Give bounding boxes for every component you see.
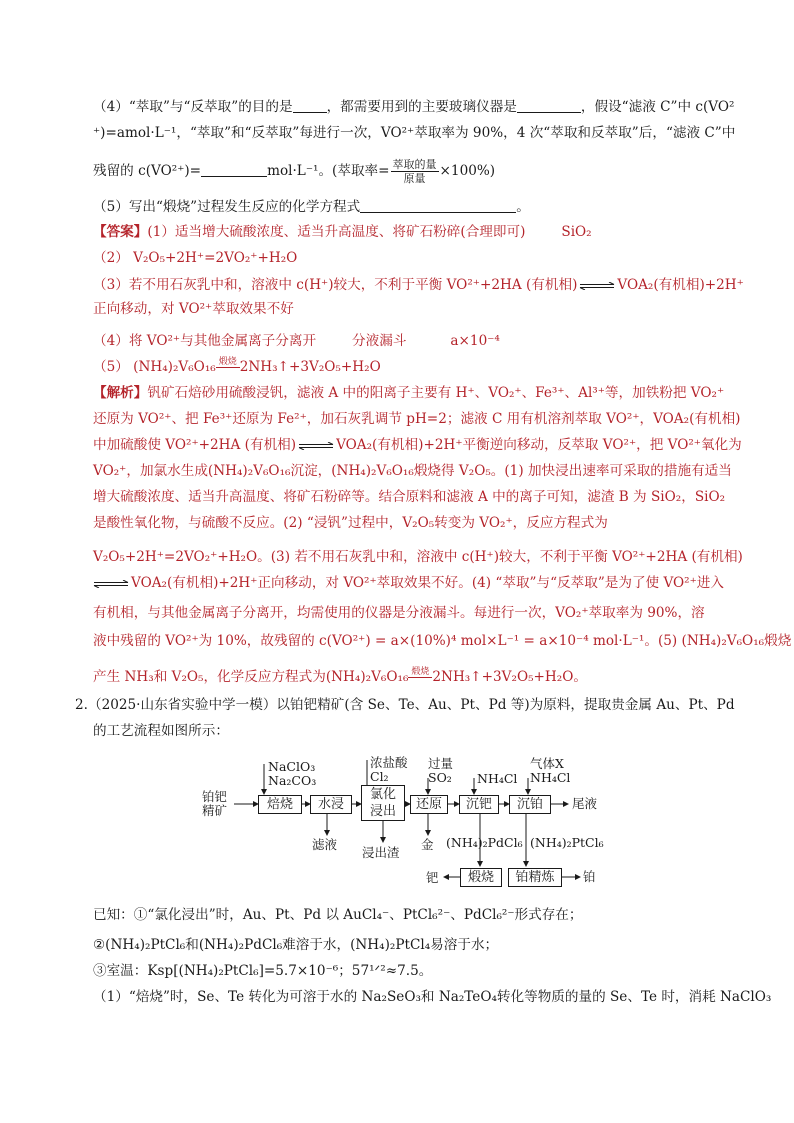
analysis-text: 中加硫酸使 VO²⁺+2HA (有机相)	[93, 437, 297, 453]
reduction-box: 还原	[410, 795, 448, 814]
analysis-line6: 是酸性氧化物，与硫酸不反应。(2) “浸钒”过程中，V₂O₅转变为 VO₂⁺，反应方程式为	[93, 515, 608, 531]
known-line3: ③室温：Ksp[(NH₄)₂PtCl₆]=5.7×10⁻⁶；57¹ᐟ²≈7.5。	[93, 963, 433, 979]
calcination-box: 煅烧	[460, 868, 502, 887]
q4-text: 残留的 c(VO²⁺)=	[93, 163, 202, 179]
answer-blank	[517, 98, 581, 113]
answer-text: (1）适当增大硫酸浓度、适当升高温度、将矿石粉碎(合理即可)	[147, 224, 526, 240]
answer-line3b: 正向移动，对 VO²⁺萃取效果不好	[93, 301, 294, 317]
answer-line2: （2） V₂O₅+2H⁺=2VO₂⁺+H₂O	[93, 250, 298, 266]
pt-product-label: 铂	[583, 869, 596, 884]
analysis-text: VOA₂(有机相)+2H⁺平衡逆向移动，反萃取 VO²⁺，把 VO²⁺氧化为	[336, 437, 742, 453]
pd-product-label: 钯	[426, 870, 439, 885]
q4-line1	[93, 98, 733, 116]
analysis-line9: 有机相，与其他金属离子分离开，均需使用的仪器是分液漏斗。每进行一次，VO₂⁺萃取率为 90%，溶	[93, 605, 705, 621]
equilibrium-arrow-icon	[93, 580, 129, 588]
chlorination-leach-box: 氯化 浸出	[361, 785, 405, 821]
q4-text: （4）“萃取”与“反萃取”的目的是	[93, 99, 293, 115]
answer-blank	[293, 98, 327, 113]
answer-tag: 【答案】	[93, 224, 148, 240]
flow-arrows	[200, 755, 640, 888]
water-leach-box: 水浸	[310, 795, 352, 814]
condition-label: 煅烧	[216, 358, 240, 368]
q2-part1-line: （1）“焙烧”时，Se、Te 转化为可溶于水的 Na₂SeO₃和 Na₂TeO₄转化等物质的量的 Se、Te 时，消耗 NaClO₃	[93, 989, 772, 1005]
q4-text: ，假设“滤液 C”中 c(VO²	[580, 99, 735, 115]
answer-line3	[93, 276, 744, 294]
residue-label: 浸出渣	[362, 845, 400, 860]
condition-label: 煅烧	[408, 668, 432, 678]
answer-text: （5） (NH₄)₂V₆O₁₆	[93, 359, 216, 375]
pd-salt-label: (NH₄)₂PdCl₆	[446, 835, 523, 850]
answer-text: a×10⁻⁴	[450, 333, 500, 349]
q2-line1	[75, 696, 735, 714]
q2-line2: 的工艺流程如图所示：	[93, 723, 229, 739]
analysis-line4: VO₂⁺，加氯水生成(NH₄)₂V₆O₁₆沉淀，(NH₄)₂V₆O₁₆煅烧得 V₂O₅。(1) 加快浸出速率可采取的措施有适当	[93, 463, 732, 479]
q4-line2: ⁺)=amol·L⁻¹，“萃取”和“反萃取”每进行一次，VO²⁺萃取率为 90%，4 次“萃取和反萃取”后，“滤液 C”中	[93, 125, 736, 141]
analysis-tag: 【解析】	[93, 385, 148, 401]
q4-text: ×100%)	[439, 163, 496, 179]
answer-text: 分液漏斗	[352, 333, 407, 349]
q5-text: 。	[516, 199, 530, 215]
answer-text: SiO₂	[561, 224, 592, 240]
answer-text: VOA₂(有机相)+2H⁺	[617, 277, 744, 293]
question-number: 2.	[75, 697, 88, 713]
answer-blank	[201, 162, 267, 177]
analysis-line8	[93, 574, 733, 592]
reagent-label: NH₄Cl	[477, 771, 518, 786]
fraction	[391, 158, 439, 185]
pd-precipitation-box: 沉钯	[459, 795, 499, 814]
analysis-text: 2NH₃↑+3V₂O₅+H₂O。	[432, 669, 587, 685]
analysis-line11	[93, 668, 733, 687]
analysis-line2: 还原为 VO²⁺、把 Fe³⁺还原为 Fe²⁺，加石灰乳调节 pH=2；滤液 C 用有机溶剂萃取 VO²⁺，VOA₂(有机相)	[93, 411, 741, 427]
equilibrium-arrow-icon	[298, 442, 334, 450]
tail-liquid-label: 尾液	[572, 796, 598, 811]
analysis-line5: 增大硫酸浓度、适当升高温度、将矿石粉碎等。结合原料和滤液 A 中的离子可知，滤渣 B 为 SiO₂，SiO₂	[93, 489, 726, 505]
fraction-denominator: 原量	[403, 172, 426, 185]
answer-text: （4）将 VO²⁺与其他金属离子分离开	[93, 333, 317, 349]
pt-salt-label: (NH₄)₂PtCl₆	[530, 835, 604, 850]
reagent-label: 气体X NH₄Cl	[530, 756, 571, 785]
analysis-text: VOA₂(有机相)+2H⁺正向移动，对 VO²⁺萃取效果不好。(4) “萃取”与“反萃取”是为了使 VO²⁺进入	[131, 575, 724, 591]
process-flow-diagram	[200, 755, 640, 888]
gold-label: 金	[421, 837, 434, 852]
reagent-label: 浓盐酸 Cl₂	[370, 755, 408, 784]
q5-text: （5）写出“煅烧”过程发生反应的化学方程式	[93, 199, 361, 215]
q5-line	[93, 198, 733, 216]
reaction-condition	[408, 668, 432, 687]
pt-refining-box: 铂精炼	[508, 868, 562, 887]
analysis-line10: 液中残留的 VO²⁺为 10%，故残留的 c(VO²⁺) = a×(10%)⁴ mol×L⁻¹ = a×10⁻⁴ mol·L⁻¹。(5) (NH₄)₂V₆O₁₆煅烧	[93, 633, 792, 649]
analysis-line3	[93, 436, 742, 454]
raw-material-text: 铂钯 精矿	[202, 789, 228, 818]
reagent-label: NaClO₃ Na₂CO₃	[268, 759, 317, 788]
answer-line5	[93, 358, 733, 377]
q2-text: （2025·山东省实验中学一模）以铂钯精矿(含 Se、Te、Au、Pt、Pd 等)为原料，提取贵金属 Au、Pt、Pd	[87, 697, 735, 713]
analysis-line7: V₂O₅+2H⁺=2VO₂⁺+H₂O。(3) 若不用石灰乳中和，溶液中 c(H⁺)较大，不利于平衡 VO²⁺+2HA (有机相)	[93, 549, 743, 565]
reagent-label: 过量 SO₂	[428, 756, 454, 785]
answer-text: 2NH₃↑+3V₂O₅+H₂O	[239, 359, 381, 375]
roasting-box: 焙烧	[258, 795, 302, 814]
filtrate-label: 滤液	[312, 837, 338, 852]
known-line1: 已知：①“氯化浸出”时，Au、Pt、Pd 以 AuCl₄⁻、PtCl₆²⁻、PdCl₆²⁻形式存在；	[93, 907, 583, 923]
equilibrium-arrow-icon	[579, 282, 615, 290]
pt-precipitation-box: 沉铂	[509, 795, 551, 814]
answer-text: （3）若不用石灰乳中和，溶液中 c(H⁺)较大，不利于平衡 VO²⁺+2HA (有机相)	[93, 277, 578, 293]
answer-line4	[93, 332, 733, 350]
analysis-text: 产生 NH₃和 V₂O₅，化学反应方程式为(NH₄)₂V₆O₁₆	[93, 669, 409, 685]
raw-material-label	[202, 790, 227, 818]
fraction-numerator: 萃取的量	[392, 158, 437, 171]
analysis-line1	[93, 384, 733, 402]
known-line2: ②(NH₄)₂PtCl₆和(NH₄)₂PdCl₆难溶于水，(NH₄)₂PtCl₄易溶于水；	[93, 937, 499, 953]
analysis-text: 钒矿石焙砂用硫酸浸钒，滤液 A 中的阳离子主要有 H⁺、VO₂⁺、Fe³⁺、Al³⁺等，加铁粉把 VO₂⁺	[147, 385, 725, 401]
q4-text: ，都需要用到的主要玻璃仪器是	[326, 99, 517, 115]
q4-text: mol·L⁻¹。(萃取率=	[267, 163, 390, 179]
answer-line1	[93, 223, 733, 241]
reaction-condition	[216, 358, 240, 377]
q4-line3	[93, 158, 733, 185]
answer-blank	[360, 198, 516, 213]
